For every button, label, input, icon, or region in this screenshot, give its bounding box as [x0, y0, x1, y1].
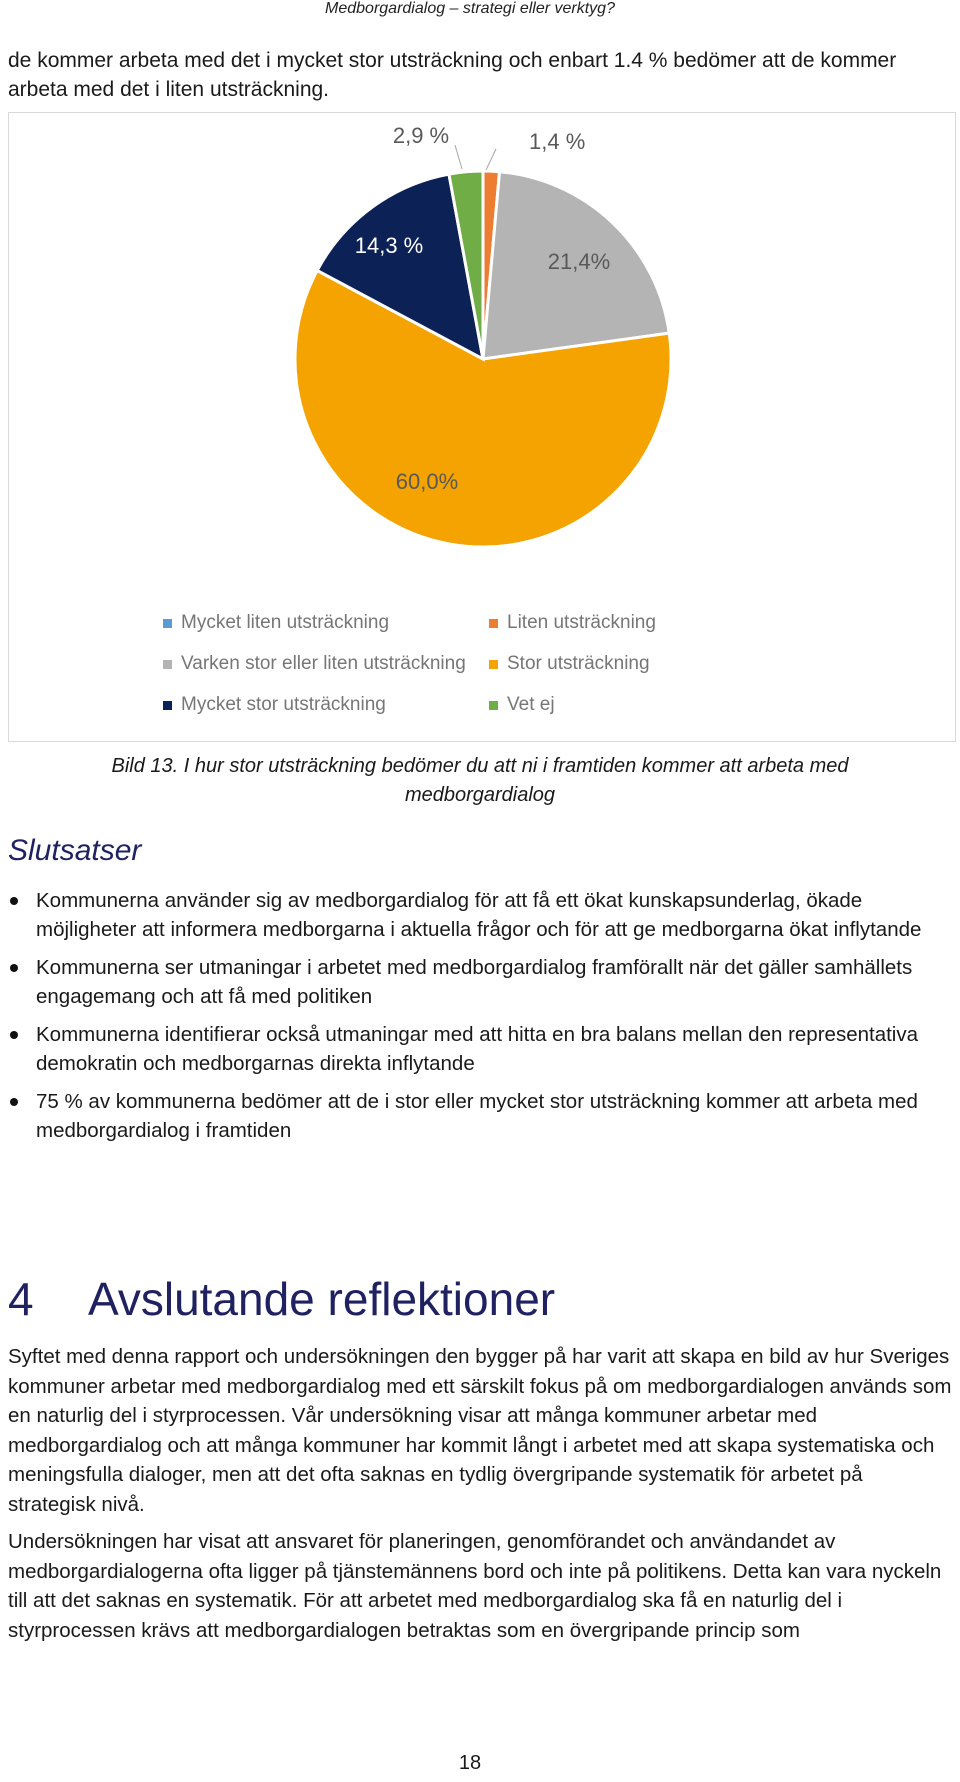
bullet-icon [10, 964, 18, 972]
legend-label: Stor utsträckning [507, 653, 650, 674]
legend-item [163, 650, 489, 678]
legend-label: Mycket stor utsträckning [181, 694, 386, 715]
legend-item [163, 691, 489, 719]
list-item-text: Kommunerna ser utmaningar i arbetet med medborgardialog framförallt när det gäller samhällets engagemang och att få med politiken [36, 956, 913, 1008]
section-title: Slutsatser [8, 834, 142, 867]
chapter-number: 4 [8, 1273, 34, 1325]
bullet-icon [10, 1098, 18, 1106]
data-label: 60,0% [395, 468, 459, 494]
chapter-title: Avslutande reflektioner [88, 1273, 556, 1325]
list-item [8, 1020, 953, 1078]
paragraph: Syftet med denna rapport och undersökningen den bygger på har varit att skapa en bild av hur Sveriges kommuner arbetar med medborgardialog med ett särskilt fokus på om medborgardialogen används som en naturlig del i styrprocessen. Vår undersökning visar att många kommuner arbetar med medborgardialog och att många kommuner har kommit långt i arbetet med att skapa systematiska och meningsfulla dialoger, men att det ofta saknas en tydlig övergripande systematik för arbetet på strategisk nivå. [8, 1345, 952, 1516]
pie-chart-figure [8, 112, 956, 742]
legend-label: Vet ej [507, 694, 555, 715]
body-text [8, 1342, 953, 1653]
legend-swatch [489, 660, 498, 669]
chapter-heading [8, 1272, 555, 1326]
list-item-text: Kommunerna använder sig av medborgardialog för att få ett ökat kunskapsunderlag, ökade möjligheter att informera medborgarna i aktuella frågor och för att ge medborgarna ökat inflytande [36, 889, 922, 941]
conclusions-list [8, 886, 953, 1154]
legend-swatch [163, 619, 172, 628]
legend-label: Mycket liten utsträckning [181, 612, 390, 633]
legend-item [163, 609, 489, 637]
leader-line [486, 149, 496, 170]
legend-item [489, 650, 789, 678]
bullet-icon [10, 1031, 18, 1039]
chart-legend [163, 609, 863, 719]
legend-label: Liten utsträckning [507, 612, 656, 633]
list-item [8, 886, 953, 944]
bullet-icon [10, 897, 18, 905]
running-header: Medborgardialog – strategi eller verktyg? [325, 0, 615, 17]
legend-item [489, 691, 789, 719]
list-item [8, 953, 953, 1011]
legend-label: Varken stor eller liten utsträckning [181, 653, 466, 674]
intro-paragraph: de kommer arbeta med det i mycket stor utsträckning och enbart 1.4 % bedömer att de kommer arbeta med det i liten utsträckning. [8, 49, 897, 101]
data-label: 2,9 % [392, 122, 450, 148]
data-label: 21,4% [547, 248, 611, 274]
legend-swatch [163, 660, 172, 669]
legend-swatch [489, 619, 498, 628]
list-item-text: Kommunerna identifierar också utmaningar med att hitta en bra balans mellan den representativa demokratin och medborgarnas direkta inflytande [36, 1023, 918, 1075]
list-item-text: 75 % av kommunerna bedömer att de i stor eller mycket stor utsträckning kommer att arbeta med medborgardialog i framtiden [36, 1090, 918, 1142]
legend-swatch [163, 701, 172, 710]
leader-line [455, 145, 462, 169]
data-label: 14,3 % [354, 232, 424, 258]
page-number: 18 [458, 1752, 482, 1774]
paragraph: Undersökningen har visat att ansvaret för planeringen, genomförandet och användandet av medborgardialogerna ofta ligger på tjänstemännens bord och inte på politikens. Detta kan vara nyckeln till att det saknas en systematik. För att arbetet med medborgardialog ska få en naturlig del i styrprocessen krävs att medborgardialogen betraktas som en övergripande princip som [8, 1530, 942, 1642]
legend-swatch [489, 701, 498, 710]
list-item [8, 1087, 953, 1145]
figure-caption: Bild 13. I hur stor utsträckning bedömer du att ni i framtiden kommer att arbeta med medborgardialog [111, 755, 849, 806]
data-label: 1,4 % [529, 128, 586, 154]
legend-item [489, 609, 789, 637]
